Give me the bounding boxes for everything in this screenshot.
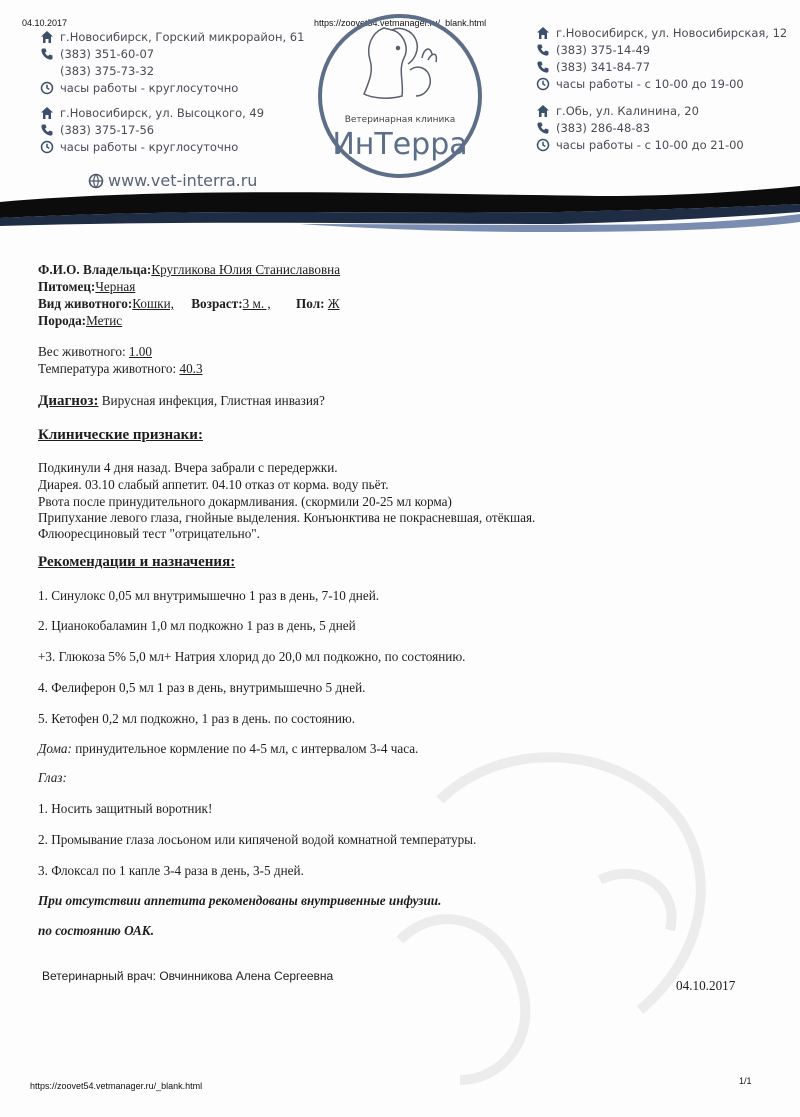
phone-icon — [536, 43, 550, 57]
clinical-line: Флюоресциновый тест "отрицательно". — [38, 526, 260, 541]
branch-right-1 — [536, 24, 787, 92]
age-label: Возраст: — [191, 296, 243, 311]
clinical-line: Рвота после принудительного докармливания. (скормили 20-25 мл корма) — [38, 494, 452, 509]
branch-address: г.Обь, ул. Калинина, 20 — [556, 103, 699, 118]
eye-item: 1. Носить защитный воротник! — [38, 801, 213, 816]
print-url: https://zoovet54.vetmanager.ru/_blank.html — [314, 18, 487, 28]
owner-value: Кругликова Юлия Станиславовна — [151, 262, 341, 277]
page-number: 1/1 — [739, 1076, 752, 1086]
doctor-label: Ветеринарный врач: — [42, 969, 156, 983]
branch-phone: (383) 375-14-49 — [556, 42, 651, 57]
recommendation-item: 5. Кетофен 0,2 мл подкожно, 1 раз в день. по состоянию. — [38, 711, 356, 726]
doctor-line — [42, 969, 333, 983]
branch-address: г.Новосибирск, Горский микрорайон, 61 — [60, 29, 305, 44]
phone-icon — [40, 123, 54, 137]
watermark-paw — [380, 720, 800, 1100]
dog-cat-rabbit-icon — [364, 28, 436, 98]
home-icon — [40, 30, 54, 44]
clinical-line: Диарея. 03.10 слабый аппетит. 04.10 отказ от корма. воду пьёт. — [38, 477, 389, 492]
recommendation-item: 1. Синулокс 0,05 мл внутримышечно 1 раз в день, 7-10 дней. — [38, 588, 380, 603]
temp-label: Температура животного: — [38, 361, 177, 376]
sex-value: Ж — [327, 296, 340, 311]
header-swoosh — [0, 178, 800, 242]
clinic-name-small: Ветеринарная клиника — [344, 115, 456, 125]
branch-address: г.Новосибирск, ул. Высоцкого, 49 — [60, 105, 265, 120]
recommendations-heading: Рекомендации и назначения: — [38, 554, 236, 570]
signature-date: 04.10.2017 — [676, 978, 736, 993]
phone-icon — [536, 121, 550, 135]
eye-item: 2. Промывание глаза лосьоном или кипяченой водой комнатной температуры. — [38, 832, 477, 847]
species-value: Кошки, — [132, 296, 174, 311]
branch-phone: (383) 286-48-83 — [556, 120, 651, 135]
temp-value: 40.3 — [179, 361, 203, 376]
home-text: принудительное кормление по 4-5 мл, с интервалом 3-4 часа. — [75, 741, 419, 756]
pet-value: Черная — [95, 279, 136, 294]
branch-left-1 — [40, 28, 304, 96]
eye-item: 3. Флоксал по 1 капле 3-4 раза в день, 3-5 дней. — [38, 863, 304, 878]
clock-icon — [536, 138, 550, 152]
breed-value: Метис — [86, 313, 123, 328]
diagnosis-line — [38, 393, 325, 410]
eye-label: Глаз: — [38, 770, 67, 785]
home-care-line — [38, 741, 418, 757]
note-line: по состоянию ОАК. — [38, 923, 155, 938]
note-line: При отсутствии аппетита рекомендованы внутривенные инфузии. — [38, 893, 442, 908]
footer-url: https://zoovet54.vetmanager.ru/_blank.html — [30, 1081, 203, 1091]
home-label: Дома: — [38, 741, 72, 756]
breed-line — [38, 313, 122, 329]
home-icon — [40, 106, 54, 120]
clinical-heading: Клинические признаки: — [38, 427, 203, 443]
recommendation-item: +3. Глюкоза 5% 5,0 мл+ Натрия хлорид до 20,0 мл подкожно, по состоянию. — [38, 649, 466, 664]
branch-hours: часы работы - круглосуточно — [60, 139, 239, 154]
weight-value: 1.00 — [128, 344, 152, 359]
branch-hours: часы работы - круглосуточно — [60, 80, 239, 95]
home-icon — [536, 104, 550, 118]
clinic-name-big: ИнТерра — [332, 127, 468, 162]
weight-label: Вес животного: — [38, 344, 126, 359]
phone-icon — [536, 60, 550, 74]
owner-label: Ф.И.О. Владельца: — [38, 262, 152, 277]
branch-phone: (383) 341-84-77 — [556, 59, 651, 74]
website[interactable]: www.vet-interra.ru — [108, 171, 258, 190]
clock-icon — [536, 77, 550, 91]
species-line — [38, 296, 340, 312]
branch-phone: (383) 375-17-56 — [60, 122, 155, 137]
branch-phone: (383) 375-73-32 — [60, 63, 155, 78]
recommendation-item: 4. Фелиферон 0,5 мл 1 раз в день, внутримышечно 5 дней. — [38, 680, 366, 695]
pet-line — [38, 279, 135, 295]
species-label: Вид животного: — [38, 296, 133, 311]
clinic-logo — [292, 8, 508, 184]
sex-label: Пол: — [296, 296, 325, 311]
print-date: 04.10.2017 — [22, 18, 68, 28]
clinical-line: Припухание левого глаза, гнойные выделения. Конъюнктива не покрасневшая, отёкшая. — [38, 510, 536, 525]
branch-right-2 — [536, 102, 744, 153]
phone-icon — [40, 47, 54, 61]
weight-line — [38, 344, 152, 360]
clock-icon — [40, 81, 54, 95]
pet-label: Питомец: — [38, 279, 96, 294]
branch-hours: часы работы - с 10-00 до 21-00 — [556, 137, 744, 152]
doctor-name: Овчинникова Алена Сергеевна — [159, 969, 334, 983]
branch-left-2 — [40, 104, 264, 155]
branch-phone: (383) 351-60-07 — [60, 46, 155, 61]
clinical-line: Подкинули 4 дня назад. Вчера забрали с передержки. — [38, 460, 338, 475]
breed-label: Порода: — [38, 313, 87, 328]
age-value: 3 м. , — [242, 296, 271, 311]
clock-icon — [40, 140, 54, 154]
diagnosis-value: Вирусная инфекция, Глистная инвазия? — [101, 393, 325, 408]
branch-address: г.Новосибирск, ул. Новосибирская, 12 — [556, 25, 788, 40]
diagnosis-label: Диагноз: — [38, 393, 99, 409]
recommendation-item: 2. Цианокобаламин 1,0 мл подкожно 1 раз в день, 5 дней — [38, 618, 356, 633]
temp-line — [38, 361, 203, 377]
home-icon — [536, 26, 550, 40]
owner-line — [38, 262, 340, 278]
branch-hours: часы работы - с 10-00 до 19-00 — [556, 76, 744, 91]
